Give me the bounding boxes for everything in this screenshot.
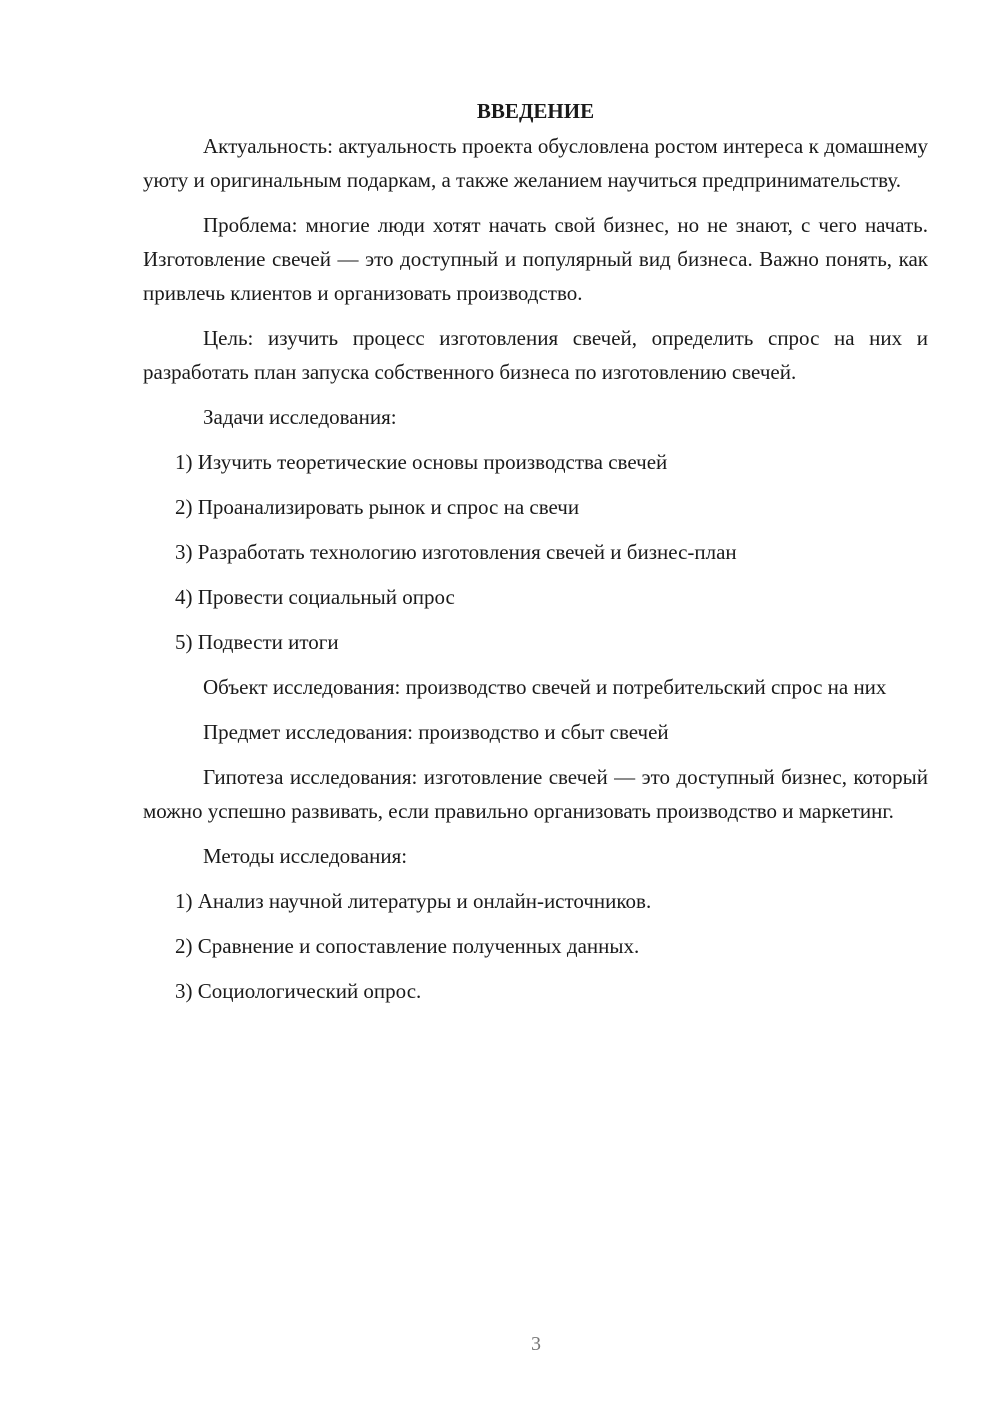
page-number: 3 <box>531 1333 541 1355</box>
relevance-paragraph: Актуальность: актуальность проекта обусловлена ростом интереса к домашнему уюту и оригинальным подаркам, а также желанием научиться предпринимательству. <box>143 134 928 192</box>
list-item: 1) Изучить теоретические основы производства свечей <box>175 450 668 474</box>
goal-paragraph: Цель: изучить процесс изготовления свечей, определить спрос на них и разработать план запуска собственного бизнеса по изготовлению свечей. <box>143 326 928 384</box>
list-item: 2) Сравнение и сопоставление полученных данных. <box>175 934 640 958</box>
list-item: 1) Анализ научной литературы и онлайн-источников. <box>175 889 652 913</box>
section-title: ВВЕДЕНИЕ <box>476 99 595 123</box>
list-item: 5) Подвести итоги <box>175 630 339 654</box>
tasks-heading: Задачи исследования: <box>203 405 397 429</box>
hypothesis-paragraph: Гипотеза исследования: изготовление свечей — это доступный бизнес, который можно успешно развивать, если правильно организовать производство и маркетинг. <box>143 765 928 823</box>
document-page <box>143 96 928 1019</box>
tasks-list <box>143 445 928 659</box>
list-item: 3) Социологический опрос. <box>175 979 422 1003</box>
methods-list <box>143 884 928 1008</box>
object-paragraph: Объект исследования: производство свечей и потребительский спрос на них <box>203 675 887 699</box>
problem-paragraph: Проблема: многие люди хотят начать свой бизнес, но не знают, с чего начать. Изготовление свечей — это доступный и популярный вид бизнеса. Важно понять, как привлечь клиентов и организовать производство. <box>143 213 928 305</box>
methods-heading: Методы исследования: <box>203 844 408 868</box>
subject-paragraph: Предмет исследования: производство и сбыт свечей <box>203 720 669 744</box>
list-item: 2) Проанализировать рынок и спрос на свечи <box>175 495 580 519</box>
list-item: 4) Провести социальный опрос <box>175 585 455 609</box>
list-item: 3) Разработать технологию изготовления свечей и бизнес-план <box>175 540 737 564</box>
